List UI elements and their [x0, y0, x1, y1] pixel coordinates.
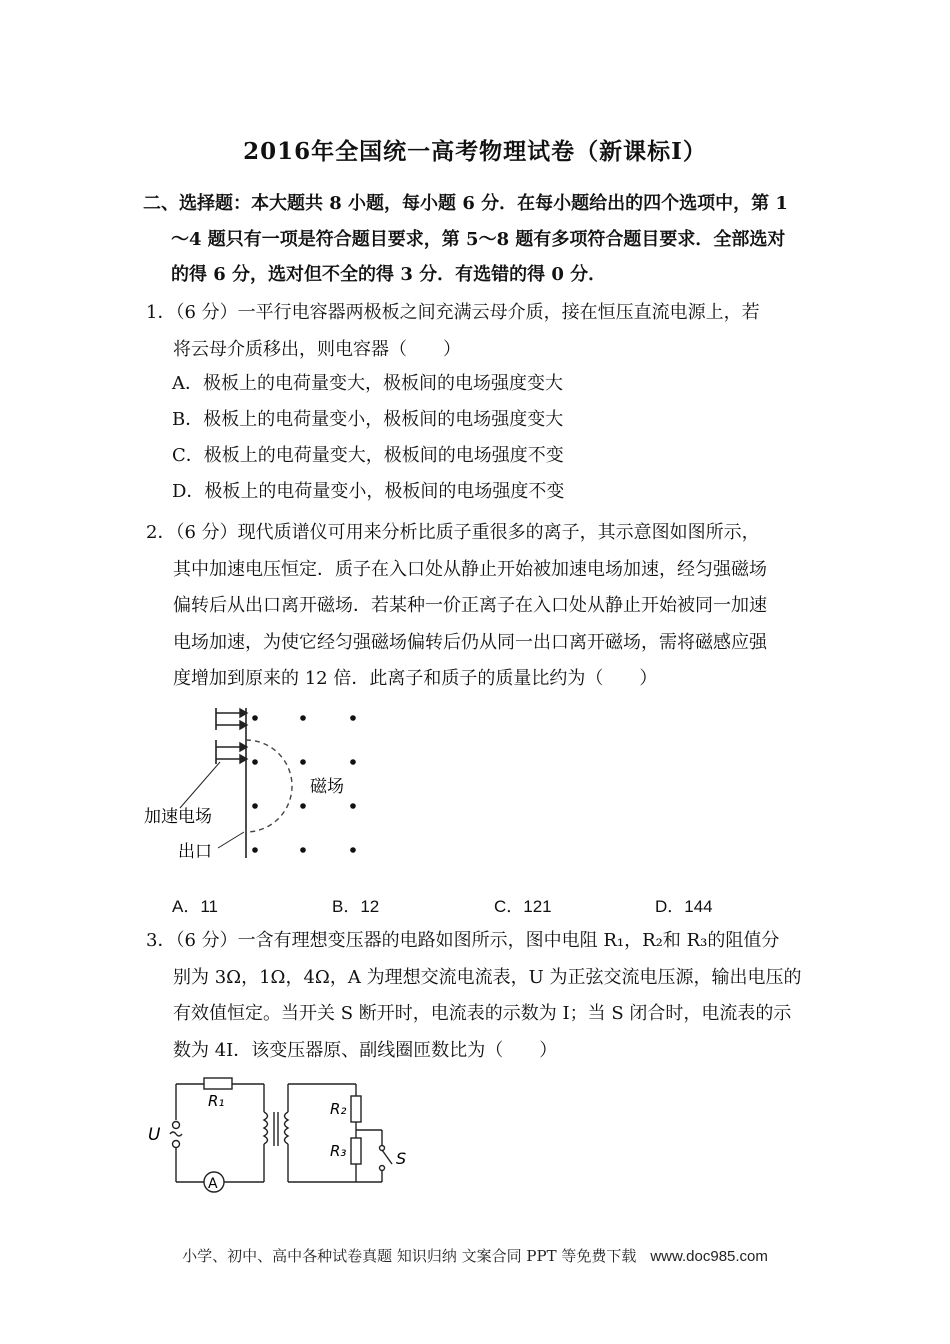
option-b: B．12 — [332, 897, 380, 916]
section-line: 的得 6 分，选对但不全的得 3 分．有选错的得 0 分． — [171, 264, 607, 285]
question-1 — [146, 295, 812, 368]
label-exit: 出口 — [178, 842, 212, 862]
question-3-line: 别为 3Ω，1Ω，4Ω，A 为理想交流电流表，U 为正弦交流电压源，输出电压的 — [173, 966, 802, 988]
label-r3: R₃ — [330, 1142, 347, 1160]
option-a: A．11 — [172, 897, 218, 916]
question-3-line: 数为 4I．该变压器原、副线圈匝数比为（ ） — [173, 1039, 558, 1061]
label-accel-field: 加速电场 — [144, 807, 212, 827]
question-1-line: 将云母介质移出，则电容器（ ） — [173, 338, 461, 360]
option-b: B．极板上的电荷量变小，极板间的电场强度变大 — [172, 409, 564, 430]
option-c: C．121 — [494, 897, 552, 916]
question-2-options — [0, 892, 950, 918]
mass-spectrometer-figure — [140, 700, 380, 865]
label-r2: R₂ — [330, 1100, 347, 1118]
page-title: 2016年全国统一高考物理试卷（新课标Ⅰ） — [243, 138, 707, 165]
question-2-line: 偏转后从出口离开磁场．若某种一价正离子在入口处从静止开始被同一加速 — [173, 595, 767, 616]
section-line: 二、选择题：本大题共 8 小题，每小题 6 分．在每小题给出的四个选项中，第 1 — [143, 193, 788, 214]
label-switch: S — [396, 1149, 407, 1168]
option-c: C．极板上的电荷量变大，极板间的电场强度不变 — [172, 445, 564, 466]
question-1-line: 1．（6 分）一平行电容器两极板之间充满云母介质，接在恒压直流电源上，若 — [146, 302, 760, 323]
footer-text: 小学、初中、高中各种试卷真题 知识归纳 文案合同 PPT 等免费下载 — [182, 1247, 637, 1265]
question-2-line: 其中加速电压恒定．质子在入口处从静止开始被加速电场加速，经匀强磁场 — [173, 558, 767, 580]
question-3-line: 3．（6 分）一含有理想变压器的电路如图所示，图中电阻 R₁，R₂和 R₃的阻值分 — [146, 930, 780, 951]
question-3 — [146, 923, 812, 1069]
transformer-circuit-figure — [140, 1072, 420, 1202]
label-ammeter: A — [208, 1176, 218, 1192]
label-magnetic-field: 磁场 — [310, 777, 344, 797]
question-3-line: 有效值恒定。当开关 S 断开时，电流表的示数为 I；当 S 闭合时，电流表的示 — [173, 1003, 792, 1024]
option-a: A．极板上的电荷量变大，极板间的电场强度变大 — [172, 373, 563, 394]
question-1-options — [172, 366, 564, 510]
question-2-line: 2．（6 分）现代质谱仪可用来分析比质子重很多的离子，其示意图如图所示， — [146, 522, 760, 543]
question-2 — [146, 515, 812, 698]
option-d: D．极板上的电荷量变小，极板间的电场强度不变 — [172, 481, 565, 502]
label-r1: R₁ — [208, 1092, 225, 1110]
section-instructions — [143, 186, 813, 293]
page-footer — [0, 1245, 950, 1266]
footer-url[interactable]: www.doc985.com — [650, 1248, 768, 1265]
option-d: D．144 — [655, 897, 713, 916]
question-2-line: 度增加到原来的 12 倍．此离子和质子的质量比约为（ ） — [173, 668, 658, 689]
section-line: ～4 题只有一项是符合题目要求，第 5～8 题有多项符合题目要求．全部选对 — [171, 228, 786, 250]
question-2-line: 电场加速，为使它经匀强磁场偏转后仍从同一出口离开磁场，需将磁感应强 — [173, 631, 767, 653]
label-u: U — [148, 1125, 161, 1145]
